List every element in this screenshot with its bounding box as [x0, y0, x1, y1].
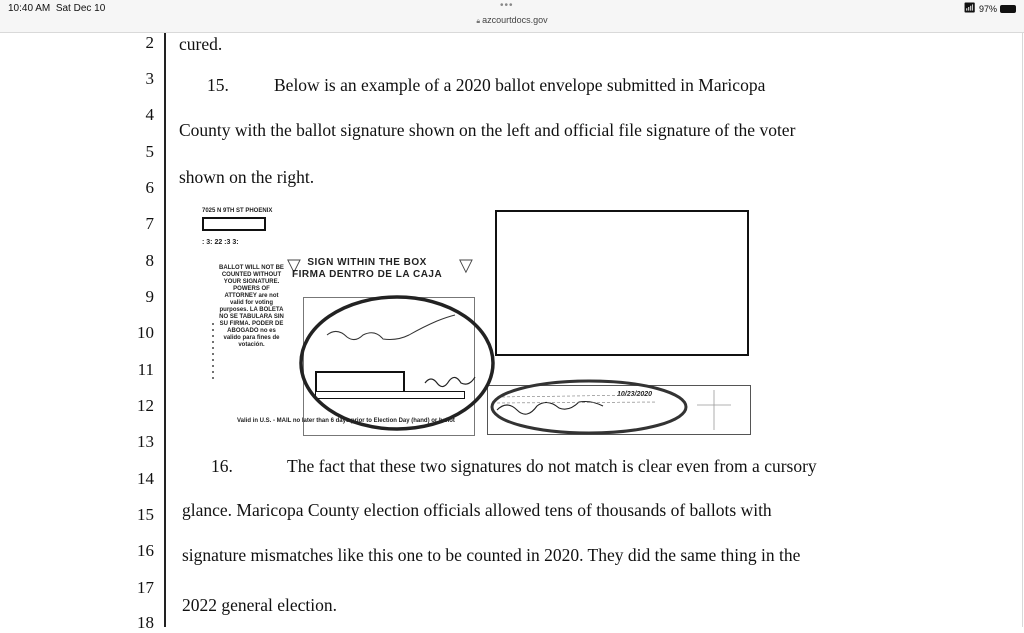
- line-number: 7: [145, 214, 154, 233]
- status-time-date: [8, 3, 105, 14]
- text-line: signature mismatches like this one to be counted in 2020. They did the same thing in the: [182, 545, 801, 565]
- envelope-instructions: BALLOT WILL NOT BE COUNTED WITHOUT YOUR SIGNATURE. POWERS OF ATTORNEY are not valid for voting purposes. LA BOLETA NO SE TABULARA SIN SU FIRMA. PODER DE ABOGADO no es valido para fines de votación.: [219, 265, 284, 348]
- status-indicators: [963, 3, 1016, 14]
- wifi-icon: 📶︎: [963, 3, 976, 14]
- line-number: 16: [137, 541, 154, 560]
- browser-status-bar: [0, 0, 1024, 33]
- status-date: Sat Dec 10: [55, 3, 106, 14]
- lock-icon: 🔒︎: [476, 18, 481, 25]
- text-line: cured.: [179, 34, 223, 54]
- document-page: [22, 33, 1024, 632]
- paragraph-number: 15.: [207, 75, 229, 95]
- text-line: County with the ballot signature shown on the left and official file signature of the voter: [179, 120, 796, 140]
- text-line: Below is an example of a 2020 ballot envelope submitted in Maricopa: [274, 75, 766, 95]
- url-text: azcourtdocs.gov: [482, 15, 548, 25]
- paragraph-number: 16.: [211, 456, 233, 476]
- text-line: shown on the right.: [179, 167, 315, 187]
- line-number: 17: [137, 578, 154, 597]
- page-edge: [1022, 33, 1023, 627]
- ballot-signature-scribble: [327, 315, 455, 340]
- right-signature-circle: [492, 381, 686, 433]
- text-line: The fact that these two signatures do not match is clear even from a cursory: [287, 456, 817, 476]
- banner-english: SIGN WITHIN THE BOX: [307, 257, 427, 268]
- line-number: 12: [137, 396, 154, 415]
- line-number: 13: [137, 432, 154, 451]
- file-form-lines: [497, 395, 657, 403]
- ballot-signature-initials: [425, 377, 475, 387]
- address-bar[interactable]: [0, 15, 1024, 26]
- line-number: 4: [145, 105, 154, 124]
- tab-overview-dots[interactable]: •••: [500, 0, 514, 11]
- status-time: 10:40 AM: [8, 3, 51, 14]
- banner-spanish: FIRMA DENTRO DE LA CAJA: [292, 269, 443, 280]
- file-signature-scribble: [497, 402, 603, 415]
- line-number: 6: [145, 178, 154, 197]
- line-number: 3: [145, 69, 154, 88]
- triangle-marker-icon: ▽: [459, 255, 473, 276]
- line-number: 10: [137, 323, 154, 342]
- line-number-rule: [164, 33, 166, 627]
- text-line: glance. Maricopa County election officials allowed tens of thousands of ballots with: [182, 500, 772, 520]
- line-number: 11: [137, 360, 154, 379]
- line-number: 8: [145, 251, 154, 270]
- line-number: 14: [137, 469, 154, 488]
- ballot-envelope-figure: [197, 205, 757, 435]
- envelope-footer-note: Valid in U.S. - MAIL no later than 6 days prior to Election Day (hand) or ballot: [237, 418, 455, 424]
- line-number: 9: [145, 287, 154, 306]
- line-number: 5: [145, 142, 154, 161]
- figure-address: 7025 N 9TH ST PHOENIX: [202, 208, 273, 214]
- signature-overlay: [197, 205, 757, 435]
- signature-date: 10/23/2020: [617, 391, 653, 398]
- battery-icon: [1000, 5, 1016, 13]
- line-number: 15: [137, 505, 154, 524]
- line-number: 18: [137, 613, 154, 632]
- triangle-marker-icon: ▽: [287, 255, 301, 276]
- figure-code-line: : 3: 22 :3 3:: [202, 239, 239, 246]
- left-signature-circle: [301, 297, 493, 429]
- text-line: 2022 general election.: [182, 595, 338, 615]
- line-number: 2: [145, 33, 154, 52]
- battery-percent: 97%: [978, 3, 997, 14]
